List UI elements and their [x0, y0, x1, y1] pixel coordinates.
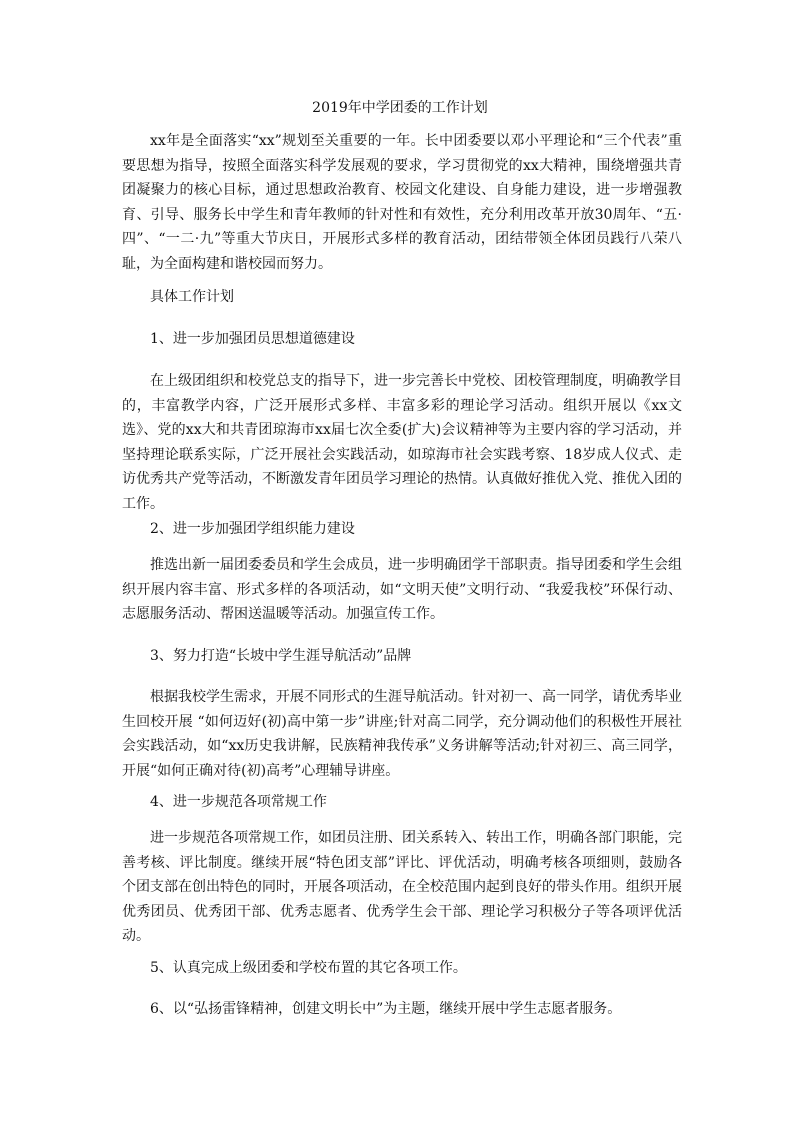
- intro-paragraph: xx年是全面落实“xx”规划至关重要的一年。长中团委要以邓小平理论和“三个代表”重要思想为指导，按照全面落实科学发展观的要求，学习贯彻党的xx大精神，围绕增强共青团凝聚力的核心目标，通过思想政治教育、校园文化建设、自身能力建设，进一步增强教育、引导、服务长中学生和青年教师的针对性和有效性，充分利用改革开放30周年、“五·四”、“一二·九”等重大节庆日，开展形式多样的教育活动，团结带领全体团员践行八荣八耻，为全面构建和谐校园而努力。: [122, 133, 682, 272]
- document-title: 2019年中学团委的工作计划: [312, 100, 488, 116]
- section-3-body: 根据我校学生需求，开展不同形式的生涯导航活动。针对初一、高一同学，请优秀毕业生回校开展 “如何迈好(初)高中第一步”讲座;针对高二同学，充分调动他们的积极性开展社会实践活动，如“xx历史我讲解，民族精神我传承”义务讲解等活动;针对初三、高三同学，开展“如何正确对待(初)高考”心理辅导讲座。: [122, 689, 682, 779]
- section-1-body: 在上级团组织和校党总支的指导下，进一步完善长中党校、团校管理制度，明确教学目的，丰富教学内容，广泛开展形式多样、丰富多彩的理论学习活动。组织开展以《xx文选》、党的xx大和共青团琼海市xx届七次全委(扩大)会议精神等为主要内容的学习活动，并坚持理论联系实际，广泛开展社会实践活动，如琼海市社会实践考察、18岁成人仪式、走访优秀共产党等活动，不断激发青年团员学习理论的热情。认真做好推优入党、推优入团的工作。: [122, 373, 682, 512]
- section-4-body: 进一步规范各项常规工作，如团员注册、团关系转入、转出工作，明确各部门职能，完善考核、评比制度。继续开展“特色团支部”评比、评优活动，明确考核各项细则，鼓励各个团支部在创出特色的同时，开展各项活动，在全校范围内起到良好的带头作用。组织开展优秀团员、优秀团干部、优秀志愿者、优秀学生会干部、理论学习积极分子等各项评优活动。: [122, 830, 682, 945]
- section-2-body: 推选出新一届团委委员和学生会成员，进一步明确团学干部职责。指导团委和学生会组织开展内容丰富、形式多样的各项活动，如“文明天使”文明行动、“我爱我校”环保行动、志愿服务活动、帮困送温暖等活动。加强宣传工作。: [122, 557, 682, 623]
- section-6-heading: 6、以“弘扬雷锋精神，创建文明长中”为主题，继续开展中学生志愿者服务。: [150, 1001, 622, 1017]
- plan-heading: 具体工作计划: [150, 289, 234, 305]
- section-2-heading: 2、进一步加强团学组织能力建设: [150, 521, 355, 537]
- section-3-heading: 3、努力打造“长坡中学生涯导航活动”品牌: [150, 648, 412, 664]
- section-4-heading: 4、进一步规范各项常规工作: [150, 794, 327, 810]
- section-5-heading: 5、认真完成上级团委和学校布置的其它各项工作。: [150, 960, 467, 976]
- section-1-heading: 1、进一步加强团员思想道德建设: [150, 331, 355, 347]
